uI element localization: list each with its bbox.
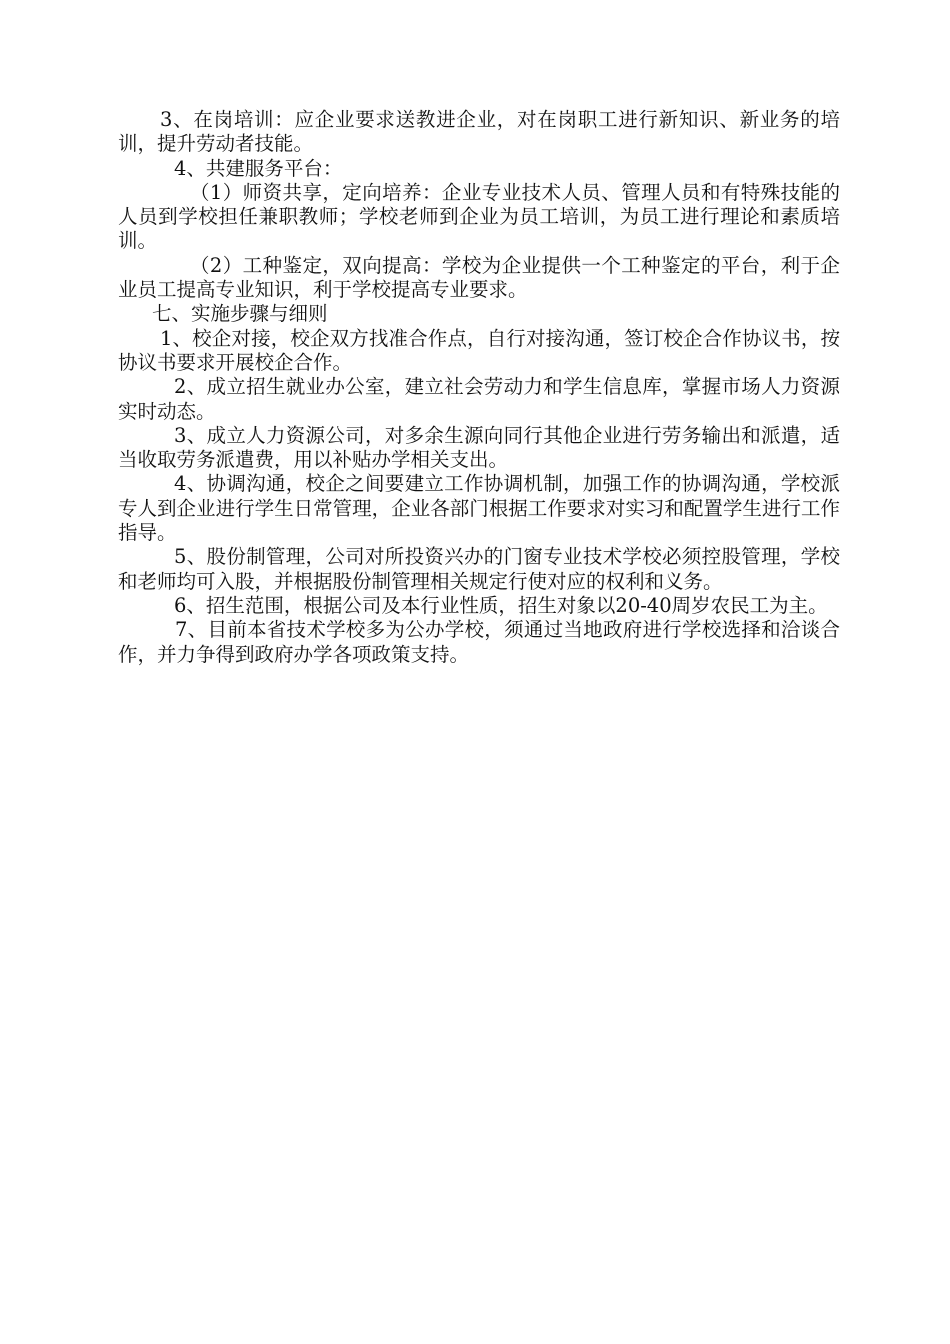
paragraph-skill-appraisal: （2）工种鉴定，双向提高：学校为企业提供一个工种鉴定的平台，利于企业员工提高专业知识，利于学校提高专业要求。 [118,253,840,302]
paragraph-teacher-sharing: （1）师资共享，定向培养：企业专业技术人员、管理人员和有特殊技能的人员到学校担任兼职教师；学校老师到企业为员工培训，为员工进行理论和素质培训。 [118,180,840,253]
paragraph-service-platform-heading: 4、共建服务平台： [174,156,343,180]
document-page [118,108,840,667]
paragraph-step-7: 7、目前本省技术学校多为公办学校，须通过当地政府进行学校选择和洽谈合作，并力争得到政府办学各项政策支持。 [118,618,840,666]
paragraph-step-1: 1、校企对接，校企双方找准合作点，自行对接沟通，签订校企合作协议书，按协议书要求开展校企合作。 [118,326,840,374]
paragraph-on-job-training: 3、在岗培训：应企业要求送教进企业，对在岗职工进行新知识、新业务的培训，提升劳动者技能。 [118,108,840,156]
paragraph-step-6: 6、招生范围，根据公司及本行业性质，招生对象以20-40周岁农民工为主。 [174,593,828,617]
section-heading-implementation: 七、实施步骤与细则 [152,302,328,326]
paragraph-step-4: 4、协调沟通，校企之间要建立工作协调机制，加强工作的协调沟通，学校派专人到企业进行学生日常管理，企业各部门根据工作要求对实习和配置学生进行工作指导。 [118,472,840,545]
paragraph-step-5: 5、股份制管理，公司对所投资兴办的门窗专业技术学校必须控股管理，学校和老师均可入股，并根据股份制管理相关规定行使对应的权利和义务。 [118,545,840,593]
paragraph-step-3: 3、成立人力资源公司，对多余生源向同行其他企业进行劳务输出和派遣，适当收取劳务派遣费，用以补贴办学相关支出。 [118,423,840,472]
paragraph-step-2: 2、成立招生就业办公室，建立社会劳动力和学生信息库，掌握市场人力资源实时动态。 [118,375,840,423]
